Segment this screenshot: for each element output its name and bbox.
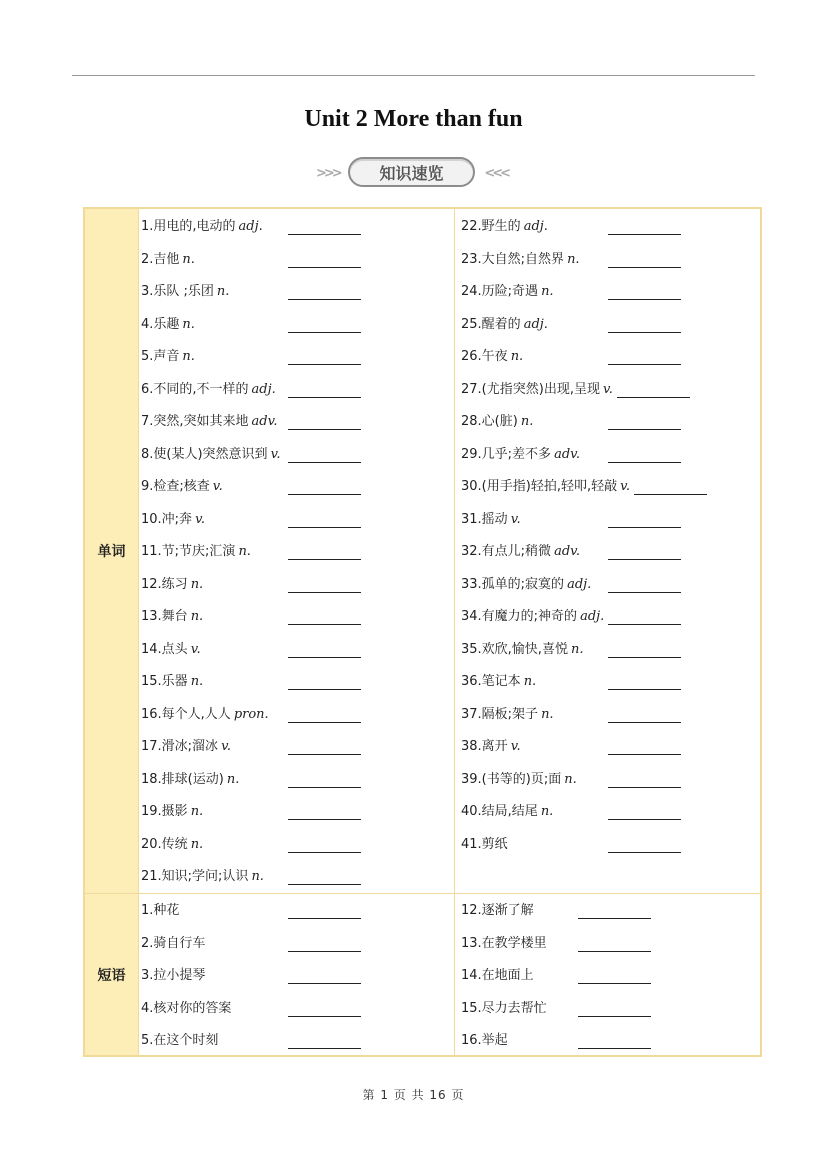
section-banner (316, 157, 512, 191)
word-item (461, 672, 536, 692)
phrase-item (141, 1031, 218, 1051)
answer-blank[interactable] (288, 429, 361, 430)
word-text: 12.练习 (141, 576, 188, 592)
answer-blank[interactable] (288, 657, 361, 658)
answer-blank[interactable] (608, 527, 681, 528)
part-of-speech: v. (221, 739, 231, 754)
answer-blank[interactable] (617, 397, 690, 398)
word-item (461, 542, 580, 562)
answer-blank[interactable] (578, 1016, 651, 1017)
part-of-speech: n. (251, 869, 264, 884)
part-of-speech: n. (567, 251, 580, 267)
part-of-speech: adj. (523, 219, 548, 234)
answer-blank[interactable] (608, 852, 681, 853)
answer-blank[interactable] (608, 624, 681, 625)
phrase-item (461, 934, 547, 954)
phrase-text: 4.核对你的答案 (141, 1000, 232, 1016)
part-of-speech: n. (182, 349, 195, 364)
word-item (461, 705, 554, 725)
word-item (141, 640, 201, 660)
word-item (461, 250, 580, 270)
word-item (141, 250, 195, 270)
answer-blank[interactable] (288, 689, 361, 690)
part-of-speech: n. (190, 836, 204, 852)
answer-blank[interactable] (288, 592, 361, 593)
answer-blank[interactable] (288, 852, 361, 853)
part-of-speech: v. (195, 511, 205, 527)
word-item (141, 737, 231, 757)
part-of-speech: n. (190, 609, 204, 624)
answer-blank[interactable] (608, 364, 681, 365)
word-item (461, 477, 630, 497)
part-of-speech: n. (541, 706, 554, 722)
answer-blank[interactable] (288, 397, 361, 398)
answer-blank[interactable] (288, 754, 361, 755)
phrase-text: 16.举起 (461, 1033, 508, 1048)
word-text: 21.知识;学问;认识 (141, 869, 249, 884)
phrase-item (461, 1031, 508, 1051)
category-phrases: 短语 (85, 894, 138, 1055)
column-divider (454, 209, 455, 1055)
word-text: 19.摄影 (141, 804, 188, 819)
answer-blank[interactable] (578, 918, 651, 919)
word-item (461, 770, 577, 790)
word-text: 36.笔记本 (461, 674, 521, 689)
word-text: 15.乐器 (141, 674, 188, 689)
word-item (461, 737, 521, 757)
word-text: 35.欢欣,愉快,喜悦 (461, 641, 568, 657)
word-item (141, 315, 195, 335)
part-of-speech: n. (190, 674, 204, 689)
part-of-speech: n. (540, 804, 554, 819)
answer-blank[interactable] (608, 754, 681, 755)
word-item (461, 347, 523, 367)
word-text: 10.冲;奔 (141, 511, 193, 527)
part-of-speech: n. (190, 576, 204, 592)
word-item (141, 770, 239, 790)
phrase-item (461, 966, 534, 986)
category-words: 单词 (85, 209, 138, 893)
answer-blank[interactable] (608, 722, 681, 723)
answer-blank[interactable] (288, 884, 361, 885)
answer-blank[interactable] (578, 1048, 651, 1049)
part-of-speech: adj. (580, 609, 605, 624)
part-of-speech: n. (190, 804, 204, 819)
word-item (141, 477, 223, 497)
word-item (461, 607, 604, 627)
word-text: 32.有点儿;稍微 (461, 544, 552, 559)
part-of-speech: n. (182, 316, 195, 332)
word-item (141, 542, 251, 562)
part-of-speech: n. (510, 349, 524, 364)
word-item (141, 347, 195, 367)
phrase-text: 12.逐渐了解 (461, 903, 534, 918)
word-text: 11.节;节庆;汇演 (141, 544, 236, 559)
phrase-text: 1.种花 (141, 903, 180, 918)
answer-blank[interactable] (634, 494, 707, 495)
word-text: 7.突然,突如其来地 (141, 414, 249, 429)
answer-blank[interactable] (608, 819, 681, 820)
answer-blank[interactable] (288, 918, 361, 919)
part-of-speech: adv. (554, 446, 581, 462)
word-text: 22.野生的 (461, 219, 521, 234)
word-item (461, 640, 583, 660)
word-text: 5.声音 (141, 349, 180, 364)
phrase-text: 5.在这个时刻 (141, 1033, 219, 1048)
word-item (141, 217, 263, 237)
phrase-item (141, 966, 205, 986)
word-item (141, 802, 203, 822)
word-item (141, 282, 229, 302)
part-of-speech: n. (564, 771, 577, 787)
answer-blank[interactable] (288, 527, 361, 528)
word-text: 18.排球(运动) (141, 771, 224, 787)
answer-blank[interactable] (578, 983, 651, 984)
word-text: 29.几乎;差不多 (461, 446, 552, 462)
part-of-speech: n. (570, 641, 584, 657)
word-text: 13.舞台 (141, 609, 188, 624)
phrase-item (141, 999, 231, 1019)
chevrons-right-icon: >>> (316, 166, 340, 181)
part-of-speech: n. (238, 544, 251, 559)
answer-blank[interactable] (288, 332, 361, 333)
part-of-speech: v. (212, 479, 223, 494)
phrase-item (141, 901, 179, 921)
answer-blank[interactable] (288, 983, 361, 984)
answer-blank[interactable] (288, 951, 361, 952)
answer-blank[interactable] (608, 234, 681, 235)
answer-blank[interactable] (608, 462, 681, 463)
answer-blank[interactable] (288, 234, 361, 235)
word-item (461, 575, 591, 595)
word-text: 3.乐队 ;乐团 (141, 284, 214, 299)
answer-blank[interactable] (288, 299, 361, 300)
part-of-speech: adj. (251, 381, 276, 397)
word-item (141, 705, 269, 725)
phrase-item (461, 999, 547, 1019)
answer-blank[interactable] (288, 722, 361, 723)
page-footer: 第 1 页 共 16 页 (362, 1088, 465, 1102)
answer-blank[interactable] (288, 364, 361, 365)
part-of-speech: n. (182, 251, 195, 267)
vocabulary-table (83, 207, 762, 1057)
phrase-item (141, 934, 205, 954)
word-text: 16.每个人,人人 (141, 706, 231, 722)
answer-blank[interactable] (608, 299, 681, 300)
word-text: 25.醒着的 (461, 316, 521, 332)
part-of-speech: v. (510, 739, 521, 754)
answer-blank[interactable] (288, 624, 361, 625)
word-text: 20.传统 (141, 836, 188, 852)
answer-blank[interactable] (288, 787, 361, 788)
part-of-speech: n. (216, 284, 230, 299)
word-item (461, 380, 613, 400)
answer-blank[interactable] (608, 592, 681, 593)
word-text: 27.(尤指突然)出现,呈现 (461, 381, 600, 397)
answer-blank[interactable] (288, 494, 361, 495)
answer-blank[interactable] (288, 462, 361, 463)
phrase-text: 14.在地面上 (461, 968, 534, 983)
word-item (141, 835, 203, 855)
answer-blank[interactable] (608, 787, 681, 788)
part-of-speech: v. (190, 641, 201, 657)
word-item (461, 217, 548, 237)
word-item (141, 510, 205, 530)
answer-blank[interactable] (288, 267, 361, 268)
word-item (461, 282, 554, 302)
phrase-text: 13.在教学楼里 (461, 935, 547, 951)
part-of-speech: n. (520, 414, 534, 429)
answer-blank[interactable] (288, 559, 361, 560)
part-of-speech: n. (226, 771, 240, 787)
word-text: 4.乐趣 (141, 316, 180, 332)
word-text: 41.剪纸 (461, 836, 508, 852)
word-text: 31.摇动 (461, 511, 508, 527)
phrase-text: 15.尽力去帮忙 (461, 1000, 547, 1016)
answer-blank[interactable] (608, 332, 681, 333)
word-item (141, 445, 281, 465)
phrase-item (461, 901, 534, 921)
word-text: 30.(用手指)轻拍,轻叩,轻敲 (461, 479, 618, 494)
part-of-speech: adj. (523, 316, 548, 332)
page-title: Unit 2 More than fun (304, 106, 523, 132)
word-text: 26.午夜 (461, 349, 508, 364)
part-of-speech: v. (270, 446, 281, 462)
word-item (141, 672, 203, 692)
word-text: 34.有魔力的;神奇的 (461, 609, 578, 624)
answer-blank[interactable] (608, 429, 681, 430)
part-of-speech: adv. (251, 414, 278, 429)
word-item (141, 575, 203, 595)
word-text: 9.检查;核查 (141, 479, 210, 494)
part-of-speech: adj. (567, 576, 592, 592)
word-text: 14.点头 (141, 641, 188, 657)
word-text: 37.隔板;架子 (461, 706, 539, 722)
header-rule (72, 75, 755, 76)
word-item (141, 380, 276, 400)
word-text: 6.不同的,不一样的 (141, 381, 249, 397)
chevrons-left-icon: <<< (484, 166, 508, 181)
word-text: 39.(书等的)页;面 (461, 771, 562, 787)
part-of-speech: pron. (233, 706, 269, 722)
part-of-speech: v. (510, 511, 521, 527)
phrase-text: 2.骑自行车 (141, 935, 206, 951)
part-of-speech: v. (602, 381, 613, 397)
answer-blank[interactable] (608, 689, 681, 690)
word-text: 1.用电的,电动的 (141, 219, 236, 234)
answer-blank[interactable] (578, 951, 651, 952)
part-of-speech: adj. (238, 219, 263, 234)
phrase-text: 3.拉小提琴 (141, 968, 206, 983)
word-text: 2.吉他 (141, 251, 180, 267)
word-item (461, 802, 553, 822)
answer-blank[interactable] (608, 657, 681, 658)
banner-label: 知识速览 (348, 157, 475, 187)
word-text: 28.心(脏) (461, 414, 518, 429)
word-text: 17.滑冰;溜冰 (141, 739, 219, 754)
word-item (141, 867, 264, 887)
answer-blank[interactable] (608, 267, 681, 268)
word-text: 8.使(某人)突然意识到 (141, 446, 268, 462)
word-text: 33.孤单的;寂寞的 (461, 576, 565, 592)
word-text: 24.历险;奇遇 (461, 284, 539, 299)
row-divider (85, 893, 760, 894)
part-of-speech: adv. (554, 544, 581, 559)
word-text: 23.大自然;自然界 (461, 251, 565, 267)
part-of-speech: n. (523, 674, 537, 689)
answer-blank[interactable] (288, 1048, 361, 1049)
part-of-speech: v. (620, 479, 631, 494)
category-divider (138, 209, 139, 1055)
word-text: 38.离开 (461, 739, 508, 754)
word-item (461, 835, 508, 855)
word-text: 40.结局,结尾 (461, 804, 538, 819)
answer-blank[interactable] (608, 559, 681, 560)
word-item (141, 607, 203, 627)
part-of-speech: n. (541, 284, 554, 299)
word-item (461, 510, 521, 530)
answer-blank[interactable] (288, 1016, 361, 1017)
word-item (141, 412, 278, 432)
word-item (461, 412, 533, 432)
answer-blank[interactable] (288, 819, 361, 820)
word-item (461, 315, 548, 335)
word-item (461, 445, 580, 465)
